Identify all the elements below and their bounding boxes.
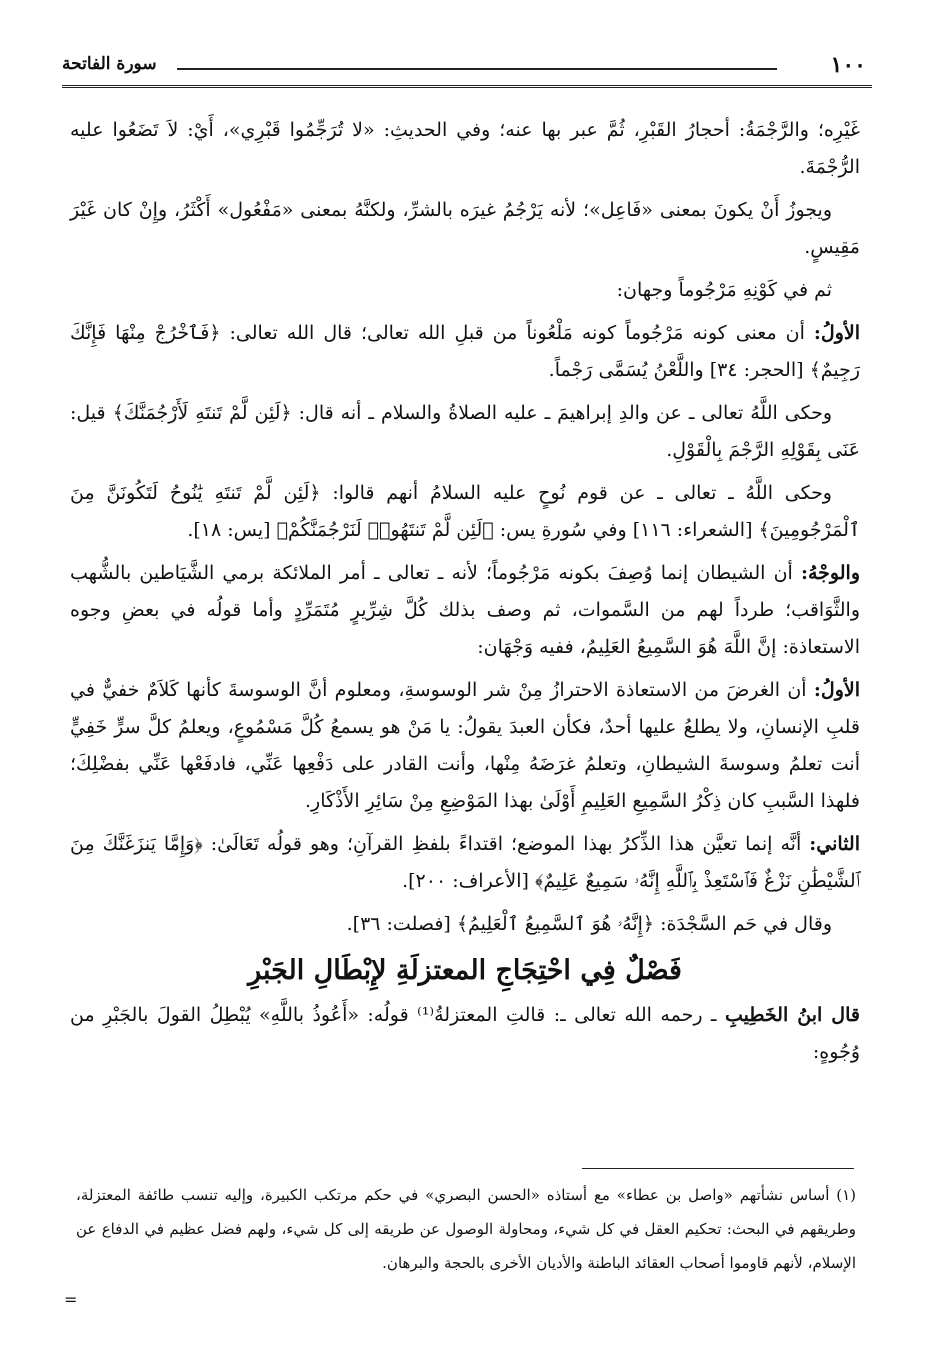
paragraph: وقال في حَم السَّجْدَة: ﴿إِنَّهُۥ هُوَ ٱلسَّمِيعُ ٱلْعَلِيمُ﴾ [فصلت: ٣٦]. — [346, 913, 832, 935]
paragraph: وحكى اللَّهُ ـ تعالى ـ عن قوم نُوحٍ عليه السلامُ أنهم قالوا: ﴿لَئِن لَّمْ تَنتَهِ يَٰنُوحُ لَتَكُونَنَّ مِنَ ٱلْمَرْجُومِينَ﴾ [الشعراء: ١١٦] وفي سُورةِ يس: ﴿لَئِن لَّمْ تَنتَهُوا۟ لَنَرْجُمَنَّكُمْ﴾ [يس: ١٨]. — [70, 482, 860, 541]
paragraph-lead: والوجْهُ: — [800, 562, 860, 584]
paragraph-lead: الثاني: — [809, 833, 860, 855]
paragraph: ويجوزُ أَنْ يكونَ بمعنى «فَاعِل»؛ لأنه يَرْجُمُ غيرَه بالشرِّ، ولكنَّهُ بمعنى «مَفْعُول» أَكْثَرُ، وإِنْ كان غَيْرَ مَقِيسٍ. — [70, 199, 860, 258]
paragraph: غَيْرِه؛ والرَّجْمَةُ: أحجارُ القَبْرِ، ثُمَّ عبر بها عنه؛ وفي الحديثِ: «لا تُرَجِّمُوا قَبْرِي»، أَيْ: لاَ تَضَعُوا عليه الرُّجْمَةَ. — [70, 119, 860, 178]
paragraph: الأولُ: أن الغرضَ من الاستعاذة الاحترازُ مِنْ شر الوسوسةِ، ومعلوم أنَّ الوسوسةَ كأنها كَلاَمٌ خفيٌّ في قلبِ الإنسانِ، ولا يطلعُ عليها أحدٌ، فكأن العبدَ يقولُ: يا مَنْ هو يسمعُ كُلَّ مَسْمُوعٍ، ويعلمُ كلَّ سرٍّ خَفِيٍّ أنت تعلمُ وسوسةَ الشيطانِ، وتعلمُ غرَضَهُ مِنْها، وأنت القادر على دَفْعِها عَنِّي، فادفَعْها عَنِّي بفضْلِكَ؛ فلهذا السَّببِ كان ذِكْرُ السَّمِيعِ العَلِيمِ أَوْلَىٰ بهذا المَوْضِعِ مِنْ سَائِرِ الأَذْكَارِ. — [70, 679, 860, 812]
page-header — [62, 48, 872, 84]
surah-title: سورة الفاتحة — [62, 54, 157, 74]
paragraph: قال ابنُ الخَطِيبِ ـ رحمه الله تعالى ـ: قالتِ المعتزلةُ⁽¹⁾ قولُه: «أَعُوذُ باللَّهِ» يُبْطِلُ القولَ بالجَبْرِ من وُجُوهٍ: — [70, 1004, 860, 1063]
footnotes — [76, 1178, 856, 1280]
paragraph-lead: قال ابنُ الخَطِيبِ — [724, 1004, 860, 1026]
paragraph-lead: الأولُ: — [813, 679, 860, 701]
header-rule — [62, 85, 872, 88]
margin-mark: = — [64, 1290, 78, 1309]
paragraph: والوجْهُ: أن الشيطان إنما وُصِفَ بكونه مَرْجُوماً؛ لأنه ـ تعالى ـ أمر الملائكة برمي الشَّيَاطين بالشُّهب والثَّوَاقب؛ طرداً لهم من السَّموات، ثم وصف بذلك كُلَّ شِرِّيرٍ مُتَمَرِّدٍ وأما قولُه في بعضِ وجوه الاستعاذة: إنَّ اللَّهَ هُوَ السَّمِيعُ العَلِيمُ، ففيه وَجْهَان: — [70, 562, 860, 658]
paragraph: الأولُ: أن معنى كونه مَرْجُوماً كونه مَلْعُوناً من قبلِ الله تعالى؛ قال الله تعالى: ﴿فَٱخْرُجْ مِنْهَا فَإِنَّكَ رَجِيمٌ﴾ [الحجر: ٣٤] واللَّعْنُ يُسَمَّى رَجْماً. — [70, 322, 860, 381]
paragraph: وحكى اللَّهُ تعالى ـ عن والدِ إبراهيمَ ـ عليه الصلاةُ والسلام ـ أنه قال: ﴿لَئِن لَّمْ تَنتَهِ لَأَرْجُمَنَّكَ﴾ قيل: عَنَى بِقَوْلِهِ الرَّجْمَ بِالْقَوْلِ. — [70, 402, 860, 461]
main-text — [70, 112, 860, 1077]
footnote: (١) أساس نشأتهم «واصل بن عطاء» مع أستاذه «الحسن البصري» في حكم مرتكب الكبيرة، وإليه تنسب طائفة المعتزلة، وطريقهم في البحث: تحكيم العقل في كل شيء، ومحاولة الوصول عن طريقه إلى كل شيء، ولهم فضل عظيم في الدفاع عن الإسلام، لأنهم قاوموا أصحاب العقائد الباطنة والأديان الأخرى بالحجة والبرهان. — [76, 1186, 856, 1272]
section-title: فَصْلٌ فِي احْتِجَاجِ المعتزلَةِ لإِبْطَالِ الجَبْرِ — [248, 955, 682, 986]
page-number: ١٠٠ — [830, 52, 866, 78]
paragraph: الثاني: أنَّه إنما تعيَّن هذا الذِّكرُ بهذا الموضع؛ اقتداءً بلفظِ القرآنِ؛ وهو قولُه تَعَالَىٰ: ﴿وَإِمَّا يَنزَغَنَّكَ مِنَ ٱلشَّيْطَٰنِ نَزْغٌ فَٱسْتَعِذْ بِٱللَّهِ إِنَّهُۥ سَمِيعٌ عَلِيمٌ﴾ [الأعراف: ٢٠٠]. — [70, 833, 860, 892]
header-line — [177, 68, 777, 70]
paragraph: ثم في كَوْنِهِ مَرْجُوماً وجهان: — [616, 279, 832, 301]
paragraph-lead: الأولُ: — [813, 322, 860, 344]
footnote-rule — [582, 1168, 854, 1169]
